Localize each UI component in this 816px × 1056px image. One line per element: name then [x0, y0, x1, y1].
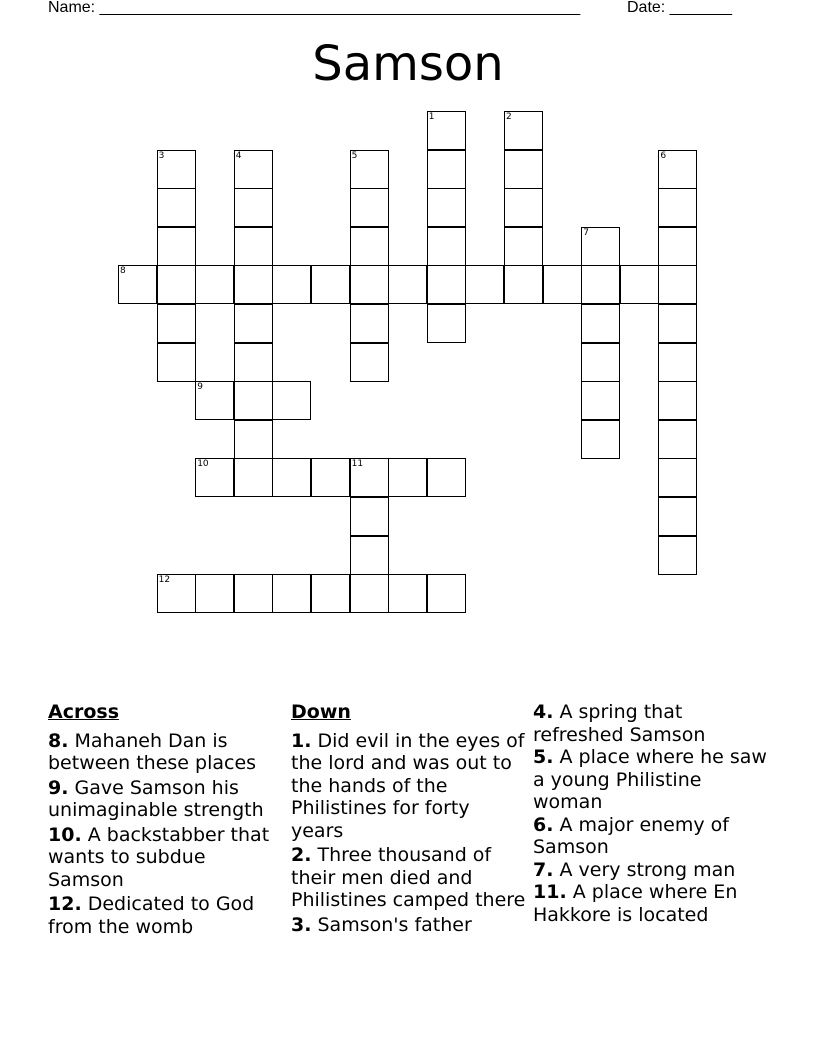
clue-text: A backstabber that wants to subdue Samson [48, 823, 270, 891]
grid-cell[interactable] [157, 343, 196, 382]
grid-cell[interactable] [427, 188, 466, 227]
clue-text: Dedicated to God from the womb [48, 893, 255, 938]
clue-down-4 [533, 701, 769, 746]
grid-cell[interactable] [350, 574, 389, 613]
grid-cell[interactable] [658, 227, 697, 266]
cell-number: 10 [197, 459, 209, 470]
grid-cell[interactable] [195, 381, 234, 420]
across-clues [48, 701, 284, 940]
clue-text: A spring that refreshed Samson [533, 701, 706, 746]
grid-cell[interactable] [388, 458, 427, 497]
cell-number: 7 [583, 227, 589, 238]
grid-cell[interactable] [581, 381, 620, 420]
grid-cell[interactable] [581, 227, 620, 266]
cell-number: 9 [197, 382, 203, 393]
clue-down-1 [291, 730, 527, 843]
grid-cell[interactable] [658, 304, 697, 343]
clue-down-7 [533, 859, 769, 882]
grid-cell[interactable] [350, 150, 389, 189]
grid-cell[interactable] [504, 227, 543, 266]
clue-text: A very strong man [559, 858, 736, 881]
grid-cell[interactable] [658, 420, 697, 459]
grid-cell[interactable] [658, 265, 697, 304]
grid-cell[interactable] [504, 188, 543, 227]
grid-cell[interactable] [350, 343, 389, 382]
grid-cell[interactable] [272, 381, 311, 420]
cell-number: 12 [158, 575, 171, 586]
clue-text: Gave Samson his unimaginable strength [48, 776, 264, 821]
grid-cell[interactable] [658, 536, 697, 575]
grid-cell[interactable] [157, 265, 196, 304]
date-line: Date: _______ [627, 0, 732, 16]
down-clues-continued [533, 701, 769, 926]
grid-cell[interactable] [195, 458, 234, 497]
grid-cell[interactable] [157, 188, 196, 227]
grid-cell[interactable] [350, 497, 389, 536]
clue-text: Samson's father [317, 913, 472, 936]
clue-number: 11. [533, 881, 567, 903]
grid-cell[interactable] [581, 304, 620, 343]
clue-text: A major enemy of Samson [533, 813, 729, 858]
grid-cell[interactable] [234, 420, 273, 459]
clue-number: 10. [48, 823, 82, 846]
grid-cell[interactable] [427, 304, 466, 343]
clue-number: 2. [291, 844, 312, 866]
clue-number: 3. [291, 913, 312, 936]
grid-cell[interactable] [658, 497, 697, 536]
grid-cell[interactable] [234, 265, 273, 304]
grid-cell[interactable] [581, 420, 620, 459]
down-clues [291, 701, 527, 938]
cell-number: 5 [351, 150, 358, 161]
clue-number: 6. [533, 813, 554, 836]
cell-number: 6 [660, 150, 667, 161]
clue-down-2 [291, 844, 527, 912]
grid-cell[interactable] [504, 150, 543, 189]
clue-down-3 [291, 914, 527, 937]
grid-cell[interactable] [427, 227, 466, 266]
grid-cell[interactable] [427, 150, 466, 189]
grid-cell[interactable] [157, 150, 196, 189]
grid-cell[interactable] [350, 227, 389, 266]
grid-cell[interactable] [234, 150, 273, 189]
grid-cell[interactable] [388, 265, 427, 304]
grid-cell[interactable] [234, 458, 273, 497]
clue-text: A place where he saw a young Philistine woman [533, 746, 767, 813]
grid-cell[interactable] [427, 574, 466, 613]
clue-across-10 [48, 824, 284, 892]
grid-cell[interactable] [504, 265, 543, 304]
grid-cell[interactable] [427, 265, 466, 304]
grid-cell[interactable] [658, 458, 697, 497]
grid-cell[interactable] [350, 304, 389, 343]
clue-number: 12. [48, 893, 82, 915]
clue-across-12 [48, 893, 284, 938]
grid-cell[interactable] [658, 150, 697, 189]
page-title: Samson [312, 36, 504, 92]
grid-cell[interactable] [311, 574, 350, 613]
grid-cell[interactable] [234, 381, 273, 420]
grid-cell[interactable] [350, 188, 389, 227]
grid-cell[interactable] [157, 574, 196, 613]
cell-number: 1 [428, 112, 435, 122]
clue-across-9 [48, 777, 284, 822]
grid-cell[interactable] [543, 265, 582, 304]
clue-text: Mahaneh Dan is between these places [48, 729, 257, 774]
grid-cell[interactable] [620, 265, 659, 304]
cell-number: 2 [506, 112, 512, 122]
grid-cell[interactable] [427, 458, 466, 497]
cell-number: 4 [235, 150, 242, 161]
clue-text: A place where En Hakkore is located [533, 881, 738, 926]
grid-cell[interactable] [272, 574, 311, 613]
grid-cell[interactable] [157, 227, 196, 266]
grid-cell[interactable] [658, 188, 697, 227]
grid-cell[interactable] [350, 536, 389, 575]
across-heading: Across [48, 701, 120, 723]
clue-down-5 [533, 746, 769, 814]
grid-cell[interactable] [658, 381, 697, 420]
grid-cell[interactable] [388, 574, 427, 613]
grid-cell[interactable] [581, 343, 620, 382]
clue-down-6 [533, 814, 769, 859]
clue-text: Did evil in the eyes of the lord and was out to the hands of the Philistines for forty years [291, 729, 525, 842]
grid-cell[interactable] [195, 265, 234, 304]
grid-cell[interactable] [157, 304, 196, 343]
grid-cell[interactable] [272, 265, 311, 304]
grid-cell[interactable] [118, 265, 157, 304]
cell-number: 11 [351, 459, 364, 470]
name-line: Name: ______________________________________________________ [48, 0, 581, 16]
grid-cell[interactable] [234, 304, 273, 343]
clue-number: 8. [48, 729, 69, 752]
grid-cell[interactable] [350, 458, 389, 497]
grid-cell[interactable] [658, 343, 697, 382]
cell-number: 8 [120, 266, 126, 277]
down-heading: Down [291, 701, 351, 723]
cell-number: 3 [158, 150, 165, 161]
clue-across-8 [48, 730, 284, 775]
grid-cell[interactable] [195, 574, 234, 613]
clue-number: 5. [533, 746, 554, 768]
grid-cell[interactable] [350, 265, 389, 304]
grid-cell[interactable] [311, 458, 350, 497]
grid-cell[interactable] [234, 227, 273, 266]
clue-down-11 [533, 881, 769, 926]
clue-text: Three thousand of their men died and Philistines camped there [291, 844, 526, 911]
grid-cell[interactable] [272, 458, 311, 497]
clue-number: 7. [533, 858, 554, 881]
grid-cell[interactable] [465, 265, 504, 304]
clue-number: 9. [48, 776, 69, 799]
grid-cell[interactable] [234, 343, 273, 382]
grid-cell[interactable] [504, 111, 543, 150]
clue-number: 1. [291, 729, 312, 752]
grid-cell[interactable] [427, 111, 466, 150]
clue-number: 4. [533, 701, 554, 723]
grid-cell[interactable] [234, 188, 273, 227]
grid-cell[interactable] [581, 265, 620, 304]
grid-cell[interactable] [311, 265, 350, 304]
grid-cell[interactable] [234, 574, 273, 613]
